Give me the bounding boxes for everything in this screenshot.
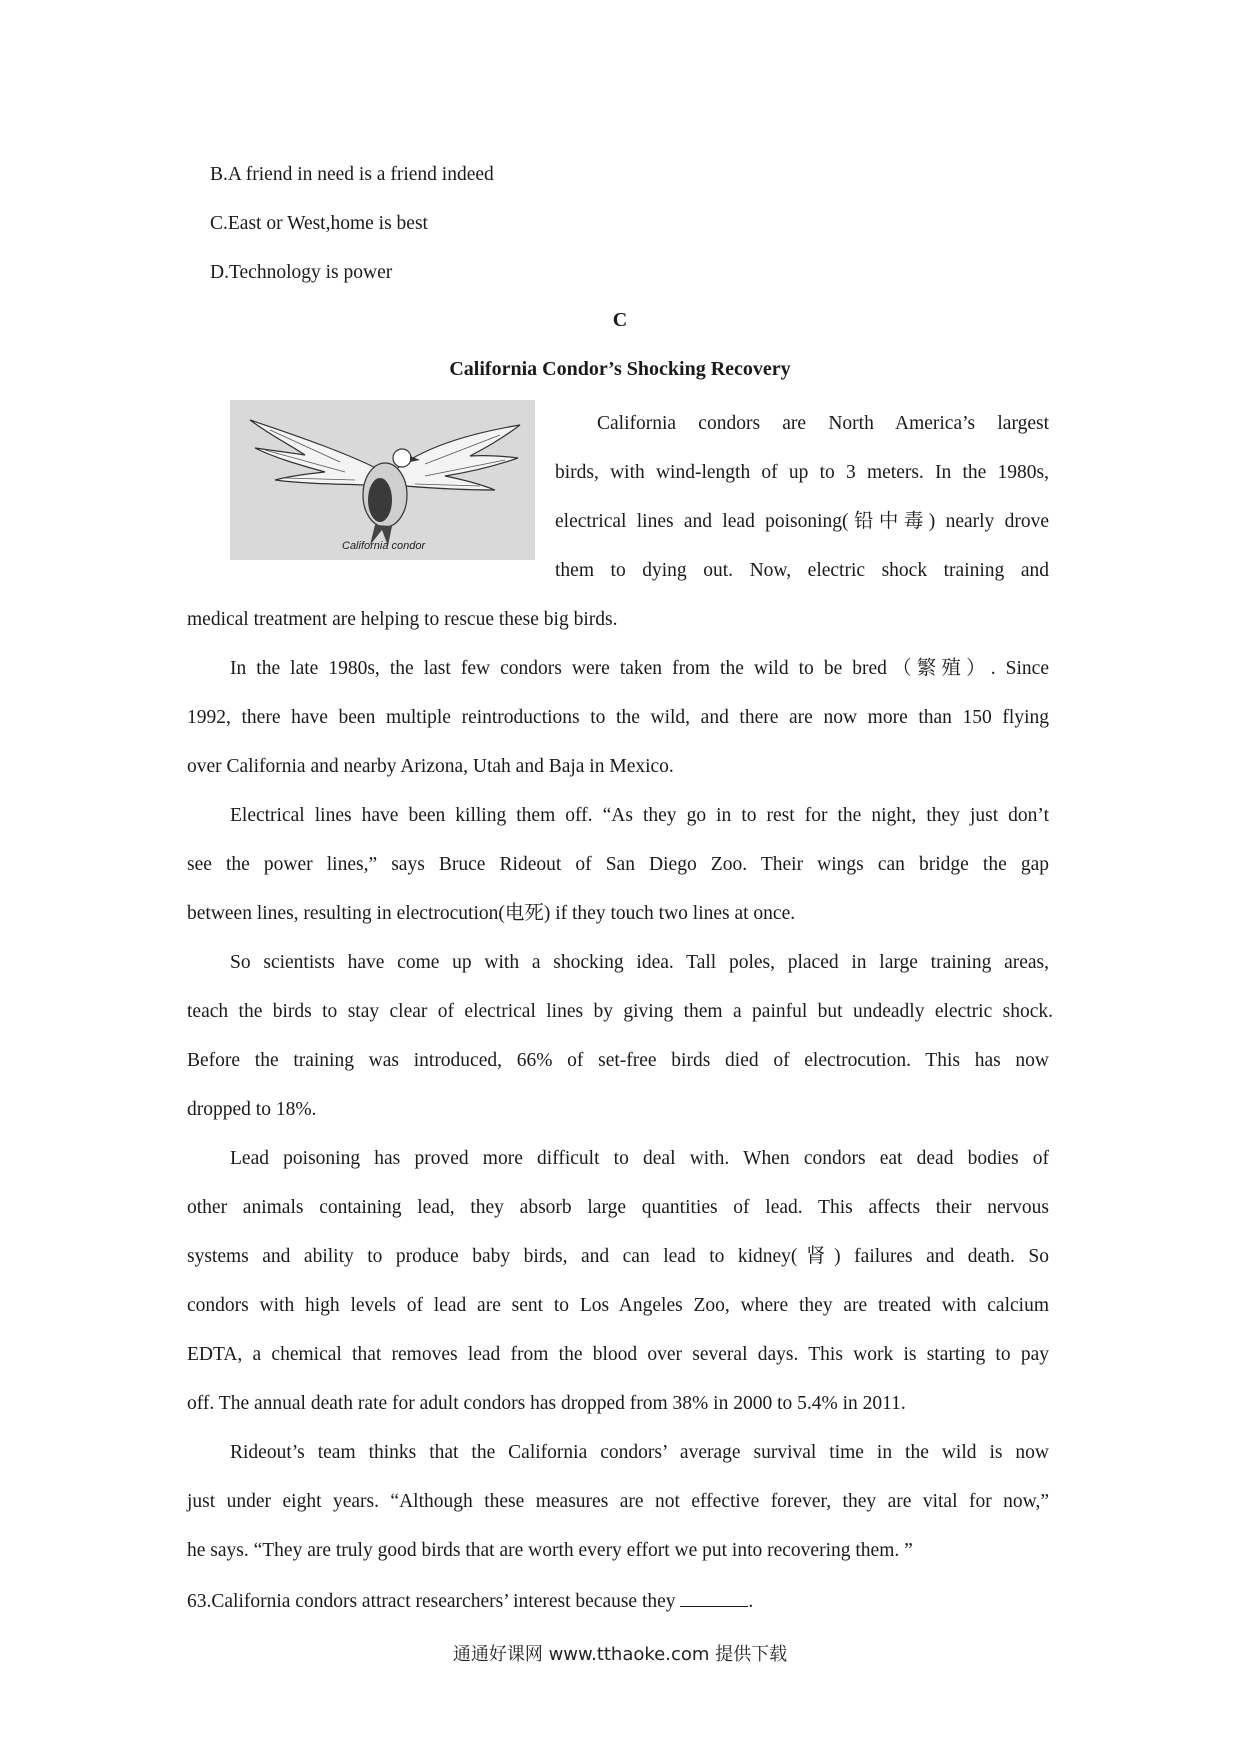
text-line: between lines, resulting in electrocution(电死) if they touch two lines at once.: [187, 903, 796, 924]
text-line: medical treatment are helping to rescue these big birds.: [187, 609, 618, 630]
text-line: dropped to 18%.: [187, 1099, 317, 1120]
text-line: just under eight years. “Although these measures are not effective forever, they are vital for now,”: [187, 1491, 1049, 1512]
option-d: D.Technology is power: [210, 262, 393, 283]
passage-title: California Condor’s Shocking Recovery: [449, 358, 791, 380]
text-line: Rideout’s team thinks that the California condors’ average survival time in the wild is now: [230, 1442, 1049, 1463]
footer-watermark: 通通好课网 www.tthaoke.com 提供下载: [452, 1644, 788, 1665]
question-period: .: [748, 1591, 754, 1612]
text-line: other animals containing lead, they absorb large quantities of lead. This affects their nervous: [187, 1197, 1049, 1218]
option-c: C.East or West,home is best: [210, 213, 428, 234]
figure-caption: California condor: [342, 540, 426, 552]
text-line: EDTA, a chemical that removes lead from the blood over several days. This work is starting to pay: [187, 1344, 1049, 1365]
text-line: off. The annual death rate for adult condors has dropped from 38% in 2000 to 5.4% in 2011.: [187, 1393, 906, 1414]
condor-illustration-icon: [230, 400, 535, 560]
text-line: electrical lines and lead poisoning(铅中毒) nearly drove: [555, 511, 1049, 532]
text-line: Lead poisoning has proved more difficult to deal with. When condors eat dead bodies of: [230, 1148, 1049, 1169]
text-line: Before the training was introduced, 66% of set-free birds died of electrocution. This has now: [187, 1050, 1049, 1071]
text-line: California condors are North America’s largest: [597, 413, 1049, 434]
option-b: B.A friend in need is a friend indeed: [210, 164, 494, 185]
text-line: them to dying out. Now, electric shock training and: [555, 560, 1049, 581]
question-text: 63.California condors attract researchers’ interest because they: [187, 1591, 676, 1612]
text-line: systems and ability to produce baby birds, and can lead to kidney(肾) failures and death. So: [187, 1246, 1049, 1267]
condor-figure: [230, 400, 535, 560]
question-63: [187, 1588, 753, 1614]
section-letter: C: [612, 309, 628, 331]
text-line: see the power lines,” says Bruce Rideout of San Diego Zoo. Their wings can bridge the gap: [187, 854, 1049, 875]
text-line: he says. “They are truly good birds that are worth every effort we put into recovering them. ”: [187, 1540, 913, 1561]
text-line: condors with high levels of lead are sent to Los Angeles Zoo, where they are treated with calcium: [187, 1295, 1049, 1316]
text-line: 1992, there have been multiple reintroductions to the wild, and there are now more than 150 flying: [187, 707, 1049, 728]
answer-blank: [680, 1588, 748, 1607]
text-line: Electrical lines have been killing them off. “As they go in to rest for the night, they just don’t: [230, 805, 1049, 826]
text-line: In the late 1980s, the last few condors were taken from the wild to be bred（繁殖）. Since: [230, 658, 1049, 679]
text-line: over California and nearby Arizona, Utah and Baja in Mexico.: [187, 756, 674, 777]
text-line: birds, with wind-length of up to 3 meters. In the 1980s,: [555, 462, 1049, 483]
text-line: teach the birds to stay clear of electrical lines by giving them a painful but undeadly electric shock.: [187, 1001, 1053, 1022]
text-line: So scientists have come up with a shocking idea. Tall poles, placed in large training areas,: [230, 952, 1049, 973]
